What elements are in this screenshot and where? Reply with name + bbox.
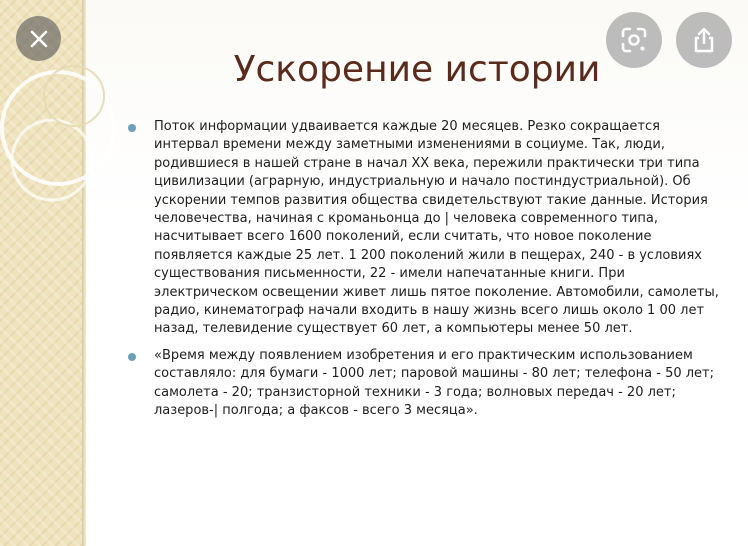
close-icon [29, 29, 49, 49]
bullet-dot [128, 353, 136, 361]
bullet-dot [128, 124, 136, 132]
lens-search-button[interactable] [606, 12, 662, 68]
bullet-text-2: «Время между появлением изобретения и его практическим использованием составляло: для бумаги - 1000 лет; паровой машины - 80 лет; телефона - 50 лет; самолета - 20; транзисторной техники - 3 года; волновых передач - 20 лет; лазеров-| полгода; а факсов - всего 3 месяца». [154, 347, 715, 419]
slide-title: Ускорение истории [233, 49, 601, 90]
close-button[interactable] [16, 16, 61, 61]
bullet-text-1: Поток информации удваивается каждые 20 месяцев. Резко сокращается интервал времени между заметными изменениями в социуме. Так, люди, родившиеся в нашей стране в начал XX века, пережили практически три типа цивилизации (аграрную, индустриальную и начало постиндустриальной). Об ускорении темпов развития общества свидетельствуют такие данные. История человечества, начиная с кроманьонца до | человека современного типа, насчитывает всего 1600 поколений, если считать, что новое поколение появляется каждые 25 лет. 1 200 поколений жили в пещерах, 240 - в условиях существования письменности, 22 - имели напечатанные книги. При электрическом освещении живет лишь пятое поколение. Автомобили, самолеты, радио, кинематограф начали входить в нашу жизнь всего лишь около 1 00 лет назад, телевидение существует 60 лет, а компьютеры менее 50 лет. [154, 119, 719, 337]
bullet-item-2 [126, 347, 722, 421]
slide-bullet-list [126, 118, 722, 429]
share-button[interactable] [676, 12, 732, 68]
decorative-side-strip [0, 0, 82, 546]
lens-icon [619, 25, 649, 55]
bullet-item-1 [126, 118, 722, 339]
share-icon [691, 26, 717, 54]
